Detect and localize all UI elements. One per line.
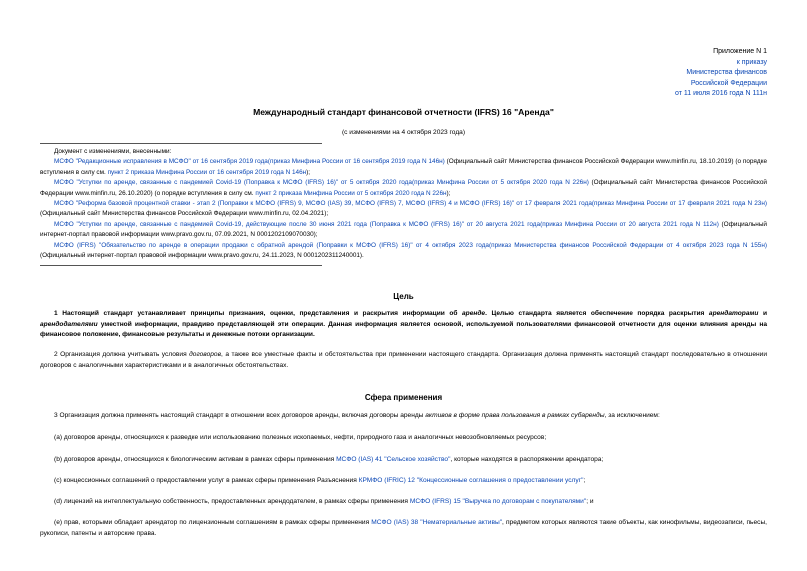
p1-text-c: . Целью стандарта является обеспечение порядка раскрытия bbox=[485, 310, 709, 317]
appendix-number: Приложение N 1 bbox=[713, 48, 767, 55]
p3-text-a: 3 Организация должна применять настоящий стандарт в отношении всех договоров аренды, включая договоры аренды bbox=[54, 412, 426, 419]
change-1-text: (Официальный сайт Министерства финансов Российской Федерации www.minfin.ru, 18.10.2019) (о порядке вступления в силу см. bbox=[40, 158, 767, 176]
p1-text-g: уместной информации, правдиво представляющей эти операции. Данная информация является основой, используемой пользователями финансовой отчетности для оценки влияния аренды на финансовое положение, финансовые результаты и денежные потоки организации. bbox=[40, 320, 767, 339]
appendix-block bbox=[675, 47, 767, 100]
change-5-order-link[interactable]: (приказ Министерства финансов Российской Федерации от 4 октября 2023 года N 155н) bbox=[488, 241, 767, 249]
change-2-order-link[interactable]: (приказ Минфина России от 5 октября 2020 года N 226н) bbox=[411, 179, 589, 187]
divider-top bbox=[40, 143, 322, 144]
list-item-a-text: (a) договоров аренды, относящихся к разведке или использованию полезных ископаемых, нефти, природного газа и аналогичных невозобновляемых ресурсов; bbox=[54, 434, 547, 441]
list-item-b bbox=[40, 455, 767, 466]
term-contracts: договоров bbox=[189, 351, 222, 358]
term-right-of-use: активов в форме права пользования в рамках субаренды bbox=[425, 412, 605, 419]
le-text-a: (e) прав, которыми обладает арендатор по лицензионным соглашениям в рамках сферы применения bbox=[54, 519, 372, 526]
le-text-c: , предметом которых являются такие объекты, как кинофильмы, видеозаписи, пьесы, рукописи, патенты и авторские права. bbox=[40, 519, 768, 537]
change-2-text: (Официальный сайт Министерства финансов Российской Федерации www.minfin.ru, 26.10.2020) (о порядке вступления в силу см. bbox=[40, 179, 767, 197]
change-1-clause-link[interactable]: пункт 2 приказа Минфина России от 16 сентября 2019 года N 146н bbox=[107, 168, 307, 176]
change-item-1 bbox=[40, 157, 767, 178]
list-item-d bbox=[40, 497, 767, 508]
appendix-order-link[interactable]: к приказу bbox=[736, 58, 767, 66]
ias38-link[interactable]: МСФО (IAS) 38 "Нематериальные активы" bbox=[371, 519, 503, 526]
change-4-link[interactable]: МСФО "Уступки по аренде, связанные с пандемией Covid-19, действующие после 30 июня 2021 года (Поправка к МСФО (IFRS) 16)" от 20 августа 2021 года bbox=[54, 220, 541, 228]
term-lease: аренде bbox=[462, 310, 486, 317]
change-item-2 bbox=[40, 178, 767, 199]
list-item-e bbox=[40, 518, 767, 539]
change-5-link[interactable]: МСФО (IFRS) "Обязательство по аренде в операции продажи с обратной арендой (Поправки к МСФО (IFRS) 16)" от 4 октября 2023 года bbox=[54, 241, 489, 249]
lb-text-a: (b) договоров аренды, относящихся к биологическим активам в рамках сферы применения bbox=[54, 456, 337, 463]
appendix-country-link[interactable]: Российской Федерации bbox=[690, 79, 767, 87]
appendix-ministry-link[interactable]: Министерства финансов bbox=[686, 69, 767, 76]
lc-text-c: ; bbox=[583, 477, 586, 484]
change-2-link[interactable]: МСФО "Уступки по аренде, связанные с пандемией Covid-19 (Поправка к МСФО (IFRS) 16)" от 5 октября 2020 года bbox=[54, 179, 412, 187]
change-3-text: (Официальный сайт Министерства финансов Российской Федерации www.minfin.ru, 02.04.2021); bbox=[40, 210, 329, 218]
change-2-clause-link[interactable]: пункт 2 приказа Минфина России от 5 октября 2020 года N 226н bbox=[255, 189, 447, 197]
p2-text-c: , а также все уместные факты и обстоятельства при применении настоящего стандарта. Организация должна применять настоящий стандарт последовательно в отношении договоров с аналогичными характеристиками и в аналогичных обстоятельствах. bbox=[40, 351, 767, 369]
change-4-text: (Официальный интернет-портал правовой информации www.pravo.gov.ru, 07.09.2021, N 0001202109070030); bbox=[40, 220, 767, 239]
ld-text-a: (d) лицензий на интеллектуальную собственность, предоставленных арендодателем, в рамках сферы применения bbox=[54, 498, 410, 505]
change-4-order-link[interactable]: (приказ Минфина России от 20 августа 2021 года N 112н) bbox=[540, 220, 719, 228]
paragraph-3 bbox=[40, 411, 767, 422]
lc-text-a: (c) концессионных соглашений о предоставлении услуг в рамках сферы применения Разъяснения bbox=[54, 477, 359, 484]
change-2-end: ); bbox=[446, 189, 451, 197]
ias41-link[interactable]: МСФО (IAS) 41 "Сельское хозяйство" bbox=[336, 456, 451, 463]
section-heading-scope: Сфера применения bbox=[364, 393, 443, 402]
change-1-end: ); bbox=[306, 168, 311, 176]
change-3-link[interactable]: МСФО "Реформа базовой процентной ставки - этап 2 (Поправки к МСФО (IFRS) 9, МСФО (IAS) 39, МСФО (IFRS) 7, МСФО (IFRS) 4 и МСФО (IFRS) 16)" от 17 февраля 2021 года bbox=[54, 200, 592, 208]
appendix-date-link[interactable]: от 11 июля 2016 года N 111н bbox=[674, 90, 767, 97]
ld-text-c: ; и bbox=[586, 498, 594, 505]
changes-block bbox=[40, 147, 767, 261]
term-lessees: арендаторами bbox=[708, 310, 759, 317]
document-subtitle: (с изменениями на 4 октября 2023 года) bbox=[341, 129, 466, 136]
change-1-order-link[interactable]: (приказ Минфина России от 16 сентября 2019 года N 146н) bbox=[267, 158, 445, 166]
change-1-link[interactable]: МСФО "Редакционные исправления в МСФО" от 16 сентября 2019 года bbox=[54, 158, 268, 166]
divider-bottom bbox=[40, 265, 322, 266]
paragraph-1 bbox=[40, 309, 767, 341]
p1-text-e: и bbox=[758, 310, 767, 317]
change-item-4 bbox=[40, 220, 767, 241]
p1-text-a: 1 Настоящий стандарт устанавливает принципы признания, оценки, представления и раскрытия информации об bbox=[54, 310, 463, 317]
change-3-order-link[interactable]: (приказ Минфина России от 17 февраля 2021 года N 23н) bbox=[591, 200, 767, 208]
list-item-a bbox=[40, 433, 767, 444]
p2-text-a: 2 Организация должна учитывать условия bbox=[54, 351, 190, 358]
paragraph-2 bbox=[40, 350, 767, 371]
change-5-text: (Официальный интернет-портал правовой информации www.pravo.gov.ru, 24.11.2023, N 0001202311240001). bbox=[40, 252, 364, 260]
section-heading-purpose: Цель bbox=[393, 292, 414, 301]
changes-heading: Документ с изменениями, внесенными: bbox=[54, 148, 172, 155]
change-item-3 bbox=[40, 199, 767, 220]
change-item-5 bbox=[40, 241, 767, 262]
list-item-c bbox=[40, 476, 767, 487]
lb-text-c: , которые находятся в распоряжении арендатора; bbox=[450, 456, 604, 463]
document-title: Международный стандарт финансовой отчетности (IFRS) 16 "Аренда" bbox=[253, 107, 554, 117]
ifric12-link[interactable]: КРМФО (IFRIC) 12 "Концессионные соглашения о предоставлении услуг" bbox=[358, 477, 584, 484]
p3-text-c: , за исключением: bbox=[604, 412, 660, 419]
ifrs15-link[interactable]: МСФО (IFRS) 15 "Выручка по договорам с покупателями" bbox=[409, 498, 587, 505]
term-lessors: арендодателями bbox=[40, 320, 98, 328]
